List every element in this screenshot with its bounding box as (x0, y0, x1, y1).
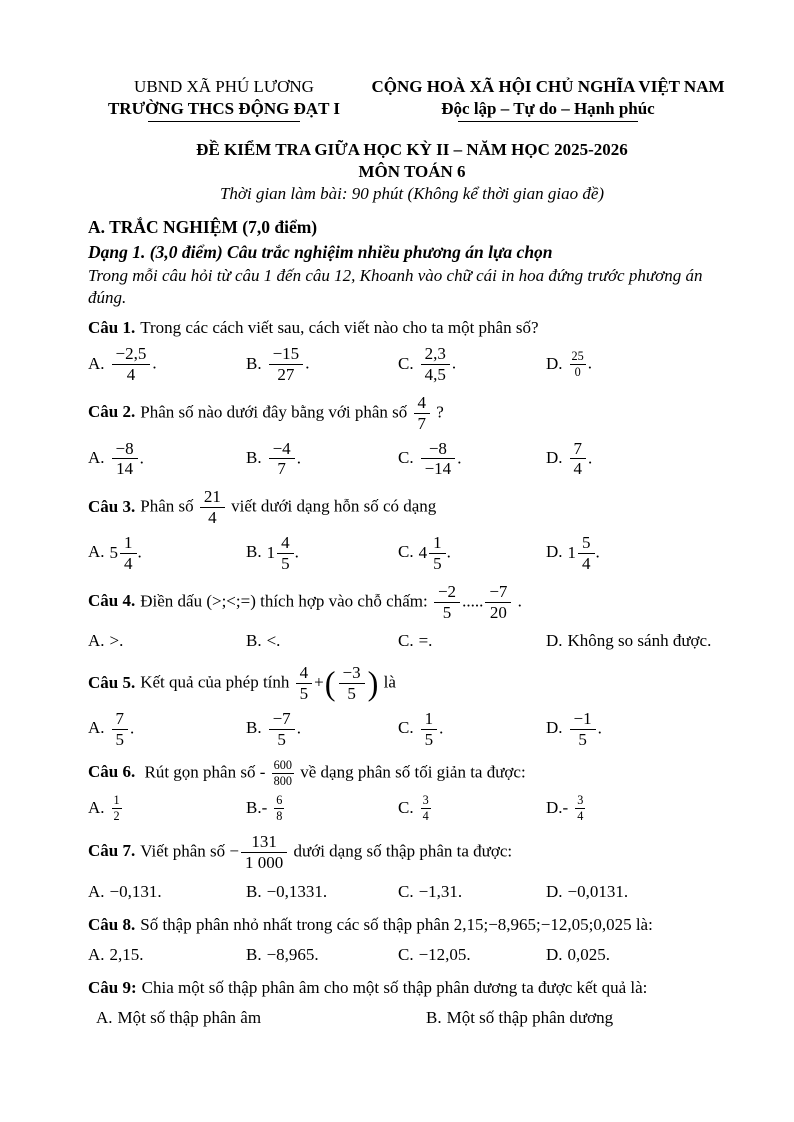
option-label: A. (88, 447, 105, 467)
option-label: D. (546, 718, 563, 738)
option-C (398, 881, 546, 903)
fraction-denominator: 5 (578, 729, 587, 749)
option-B (426, 1007, 736, 1029)
questions-container (88, 317, 736, 1032)
fraction-numerator: 131 (241, 833, 287, 853)
document-header (88, 76, 736, 122)
fraction-denominator: 4,5 (424, 365, 446, 385)
math-text: là (379, 672, 396, 692)
math-text: Trong các cách viết sau, cách viết nào cho ta một phân số? (140, 318, 539, 338)
math-text: Điền dấu (>;<;=) thích hợp vào chỗ chấm: (140, 590, 432, 610)
math-text: . (130, 718, 135, 738)
fraction-numerator: −7 (269, 710, 295, 730)
fraction-denominator: 5 (347, 684, 356, 704)
exam-subject: MÔN TOÁN 6 (358, 162, 466, 182)
option-D (546, 630, 736, 652)
option-A (88, 709, 246, 750)
fraction-numerator: 1 (421, 710, 438, 730)
option-C (398, 630, 546, 652)
fraction-numerator: 25 (571, 349, 584, 364)
math-text: Không so sánh được. (567, 631, 712, 651)
math-text: dưới dạng số thập phân ta được: (289, 841, 513, 861)
question-2 (88, 393, 736, 479)
option-label: B. (246, 353, 262, 373)
option-label: D. (546, 542, 563, 562)
math-text: . (139, 447, 144, 467)
fraction-numerator: 4 (296, 664, 313, 684)
option-C (398, 439, 546, 480)
math-text: . (587, 353, 593, 373)
fraction-denominator: 0 (574, 365, 581, 380)
math-text: Kết quả của phép tính (140, 672, 294, 692)
fraction-numerator: 600 (273, 757, 292, 772)
option-label: C. (398, 542, 414, 562)
options-row (88, 533, 736, 574)
fraction-denominator: 5 (424, 729, 434, 749)
mixed-number (267, 533, 295, 574)
option-C (398, 344, 546, 385)
options-row (88, 344, 736, 385)
math-text: ..... (462, 590, 484, 610)
math-text: Một số thập phân dương (446, 1007, 614, 1027)
math-text: . (294, 542, 299, 562)
mixed-number (110, 533, 138, 574)
option-B (246, 630, 398, 652)
fraction-denominator: 8 (276, 809, 283, 824)
mixed-whole-part: 5 (109, 543, 119, 563)
question-stem (88, 487, 736, 528)
mixed-number (568, 533, 596, 574)
fraction (339, 664, 365, 703)
math-text: =. (418, 631, 433, 651)
national-motto: Độc lập – Tự do – Hạnh phúc (441, 99, 655, 119)
fraction-denominator: 27 (277, 365, 295, 385)
math-text: Phân số nào dưới đây bằng với phân số (140, 402, 412, 422)
option-D (546, 881, 736, 903)
question-label: Câu 8. (88, 914, 136, 934)
question-stem (88, 758, 736, 789)
fraction-numerator: −2,5 (112, 345, 151, 365)
math-text: . (457, 447, 462, 467)
option-C (398, 793, 546, 824)
fraction-numerator: 1 (120, 534, 137, 554)
fraction-denominator: 5 (433, 553, 442, 573)
option-label: A. (88, 881, 105, 901)
math-text: <. (266, 631, 281, 651)
school-org: UBND XÃ PHÚ LƯƠNG (134, 77, 314, 96)
math-text: Viết phân số − (140, 841, 239, 861)
option-C (398, 944, 546, 966)
option-B (246, 533, 398, 574)
fraction-denominator: 7 (277, 459, 286, 479)
question-label: Câu 5. (88, 672, 136, 692)
fraction (112, 710, 129, 749)
math-text: −12,05. (418, 944, 471, 964)
option-A (88, 630, 246, 652)
option-D (546, 793, 736, 824)
math-text: Một số thập phân âm (117, 1007, 262, 1027)
math-text: . (513, 590, 522, 610)
fraction (296, 664, 313, 703)
fraction-numerator: 1 (429, 534, 446, 554)
fraction-numerator: 2,3 (421, 345, 450, 365)
option-label: A. (88, 353, 105, 373)
school-name: TRƯỜNG THCS ĐỘNG ĐẠT I (107, 99, 341, 119)
math-text: >. (109, 631, 124, 651)
options-row (88, 941, 736, 969)
question-4 (88, 582, 736, 656)
option-C (398, 533, 546, 574)
option-label: B. (246, 447, 262, 467)
question-6 (88, 758, 736, 824)
question-stem (88, 663, 736, 704)
math-text: . (588, 447, 593, 467)
fraction (485, 583, 511, 622)
fraction (241, 833, 287, 872)
options-row (88, 1004, 736, 1032)
question-label: Câu 6. (88, 762, 136, 781)
fraction (570, 350, 586, 379)
option-B (246, 793, 398, 824)
math-text: −0,131. (109, 881, 162, 901)
option-label: D. (546, 353, 563, 373)
national-header-block (360, 76, 736, 122)
fraction-denominator: 4 (582, 553, 591, 573)
question-3 (88, 487, 736, 573)
mixed-whole-part: 1 (266, 543, 276, 563)
fraction-numerator: −15 (269, 345, 304, 365)
question-1 (88, 317, 736, 385)
fraction-denominator: 5 (277, 729, 286, 749)
option-A (88, 944, 246, 966)
option-D (546, 439, 736, 480)
options-row (88, 439, 736, 480)
option-label: C. (398, 447, 414, 467)
mixed-whole-part: 4 (418, 543, 428, 563)
fraction-numerator: 21 (200, 488, 225, 508)
fraction (274, 794, 284, 823)
option-A (96, 1007, 426, 1029)
question-stem (88, 832, 736, 873)
exam-title: ĐỀ KIỂM TRA GIỮA HỌC KỲ II – NĂM HỌC 2025-2026 (196, 140, 628, 160)
option-B (246, 881, 398, 903)
math-text: Số thập phân nhỏ nhất trong các số thập phân 2,15;−8,965;−12,05;0,025 là: (140, 914, 653, 934)
option-B (246, 344, 398, 385)
left-paren: ( (324, 664, 336, 702)
option-C (398, 709, 546, 750)
fraction (421, 710, 438, 749)
option-label: C. (398, 797, 414, 817)
instruction-text: Trong mỗi câu hỏi từ câu 1 đến câu 12, Khoanh vào chữ cái in hoa đứng trước phương án đúng. (88, 265, 703, 308)
fraction-numerator: 3 (577, 793, 584, 808)
exam-duration-note: Thời gian làm bài: 90 phút (Không kể thời gian giao đề) (219, 184, 605, 204)
option-label: A. (88, 631, 105, 651)
math-text: −8,965. (266, 944, 319, 964)
option-A (88, 344, 246, 385)
math-text: . (296, 447, 301, 467)
school-underline (148, 121, 300, 122)
option-label: C. (398, 881, 414, 901)
option-label: B. (426, 1007, 442, 1027)
math-text: Rút gọn phân số - (140, 762, 270, 781)
option-label: B.- (246, 797, 268, 817)
question-7 (88, 832, 736, 906)
national-title: CỘNG HOÀ XÃ HỘI CHỦ NGHĨA VIỆT NAM (371, 77, 725, 96)
math-text: Phân số (140, 496, 198, 516)
math-text: . (152, 353, 157, 373)
math-text: −0,1331. (266, 881, 328, 901)
math-text: . (305, 353, 310, 373)
math-text: . (296, 718, 301, 738)
fraction (421, 794, 431, 823)
option-label: D. (546, 881, 563, 901)
fraction-denominator: 4 (126, 365, 136, 385)
options-row (88, 878, 736, 906)
fraction-denominator: 5 (299, 684, 309, 704)
question-label: Câu 3. (88, 496, 136, 516)
option-label: B. (246, 718, 262, 738)
option-label: B. (246, 881, 262, 901)
fraction (112, 345, 151, 384)
option-label: A. (96, 1007, 113, 1027)
section-a-heading: A. TRẮC NGHIỆM (7,0 điểm) (88, 217, 318, 238)
fraction-numerator: 3 (422, 793, 429, 808)
question-5 (88, 663, 736, 749)
math-text: viết dưới dạng hỗn số có dạng (226, 496, 437, 516)
math-text: . (451, 353, 457, 373)
options-row (88, 793, 736, 824)
fraction-denominator: 4 (422, 809, 429, 824)
option-label: C. (398, 631, 414, 651)
mixed-whole-part: 1 (567, 543, 577, 563)
question-label: Câu 4. (88, 590, 136, 610)
option-A (88, 881, 246, 903)
option-label: A. (88, 542, 105, 562)
option-label: A. (88, 797, 105, 817)
fraction (269, 345, 304, 384)
fraction (200, 488, 225, 527)
school-header-block (88, 76, 360, 122)
option-label: D. (546, 447, 563, 467)
fraction (269, 440, 295, 479)
math-text: . (597, 718, 602, 738)
option-label: B. (246, 631, 262, 651)
question-9 (88, 977, 736, 1032)
fraction (269, 710, 295, 749)
option-label: C. (398, 353, 414, 373)
fraction (112, 440, 138, 479)
question-8 (88, 914, 736, 969)
fraction (570, 440, 587, 479)
math-text: ? (432, 402, 444, 422)
fraction (272, 759, 294, 788)
math-text: . (439, 718, 444, 738)
option-D (546, 709, 736, 750)
option-A (88, 793, 246, 824)
math-text: −0,0131. (567, 881, 629, 901)
fraction-denominator: 800 (273, 773, 292, 788)
option-label: B. (246, 542, 262, 562)
fraction-numerator: 4 (414, 394, 431, 414)
option-A (88, 533, 246, 574)
math-text: 2,15. (109, 944, 144, 964)
fraction (429, 534, 446, 573)
fraction-denominator: 20 (489, 602, 507, 622)
fraction (120, 534, 137, 573)
fraction-numerator: 7 (112, 710, 129, 730)
fraction-numerator: 1 (113, 793, 120, 808)
fraction (277, 534, 294, 573)
option-D (546, 533, 736, 574)
option-label: A. (88, 718, 105, 738)
option-B (246, 709, 398, 750)
question-label: Câu 7. (88, 841, 136, 861)
math-text: . (595, 542, 600, 562)
question-label: Câu 2. (88, 402, 136, 422)
fraction-denominator: 5 (442, 602, 452, 622)
fraction-denominator: 5 (281, 553, 290, 573)
fraction-numerator: −8 (421, 440, 456, 460)
option-label: C. (398, 718, 414, 738)
fraction-numerator: 7 (570, 440, 587, 460)
fraction (421, 440, 456, 479)
fraction-denominator: 1 000 (244, 852, 284, 872)
fraction-numerator: 4 (277, 534, 294, 554)
math-text: 0,025. (567, 944, 611, 964)
fraction (575, 794, 585, 823)
question-stem (88, 582, 736, 623)
fraction-denominator: 5 (115, 729, 125, 749)
fraction-numerator: −1 (570, 710, 596, 730)
option-A (88, 439, 246, 480)
option-label: D. (546, 944, 563, 964)
option-label: A. (88, 944, 105, 964)
fraction-numerator: −4 (269, 440, 295, 460)
fraction-denominator: 2 (113, 809, 120, 824)
option-D (546, 349, 736, 380)
option-B (246, 944, 398, 966)
option-label: D. (546, 631, 563, 651)
question-stem (88, 317, 736, 339)
fraction-numerator: −2 (434, 583, 460, 603)
fraction-numerator: 5 (578, 534, 595, 554)
fraction-denominator: 7 (417, 413, 427, 433)
question-label: Câu 1. (88, 318, 136, 338)
option-label: C. (398, 944, 414, 964)
option-D (546, 944, 736, 966)
math-text: Chia một số thập phân âm cho một số thập phân dương ta được kết quả là: (141, 977, 648, 997)
fraction-denominator: 14 (116, 459, 134, 479)
option-label: B. (246, 944, 262, 964)
fraction (414, 394, 431, 433)
options-row (88, 627, 736, 655)
fraction (112, 794, 122, 823)
fraction (421, 345, 450, 384)
fraction-numerator: −7 (485, 583, 511, 603)
right-paren: ) (367, 664, 379, 702)
math-text: . (446, 542, 451, 562)
question-stem (88, 977, 736, 999)
question-stem (88, 914, 736, 936)
math-text: + (314, 672, 324, 692)
question-stem (88, 393, 736, 434)
math-text: . (137, 542, 142, 562)
fraction-denominator: 4 (208, 508, 217, 528)
fraction (570, 710, 596, 749)
fraction-numerator: 6 (276, 793, 283, 808)
fraction-denominator: 4 (577, 809, 584, 824)
question-label: Câu 9: (88, 977, 137, 997)
fraction-numerator: −3 (339, 664, 365, 684)
motto-underline (458, 121, 638, 122)
option-B (246, 439, 398, 480)
fraction (434, 583, 460, 622)
dang1-heading: Dạng 1. (3,0 điểm) Câu trắc nghiệim nhiều phương án lựa chọn (88, 242, 553, 263)
fraction (578, 534, 595, 573)
math-text: về dạng phân số tối giản ta được: (295, 762, 526, 781)
fraction-denominator: 4 (124, 553, 133, 573)
fraction-denominator: 4 (573, 459, 583, 479)
fraction-numerator: −8 (112, 440, 138, 460)
mixed-number (419, 533, 447, 574)
fraction-denominator: −14 (424, 459, 452, 479)
math-text: −1,31. (418, 881, 463, 901)
option-label: D.- (546, 797, 569, 817)
options-row (88, 709, 736, 750)
